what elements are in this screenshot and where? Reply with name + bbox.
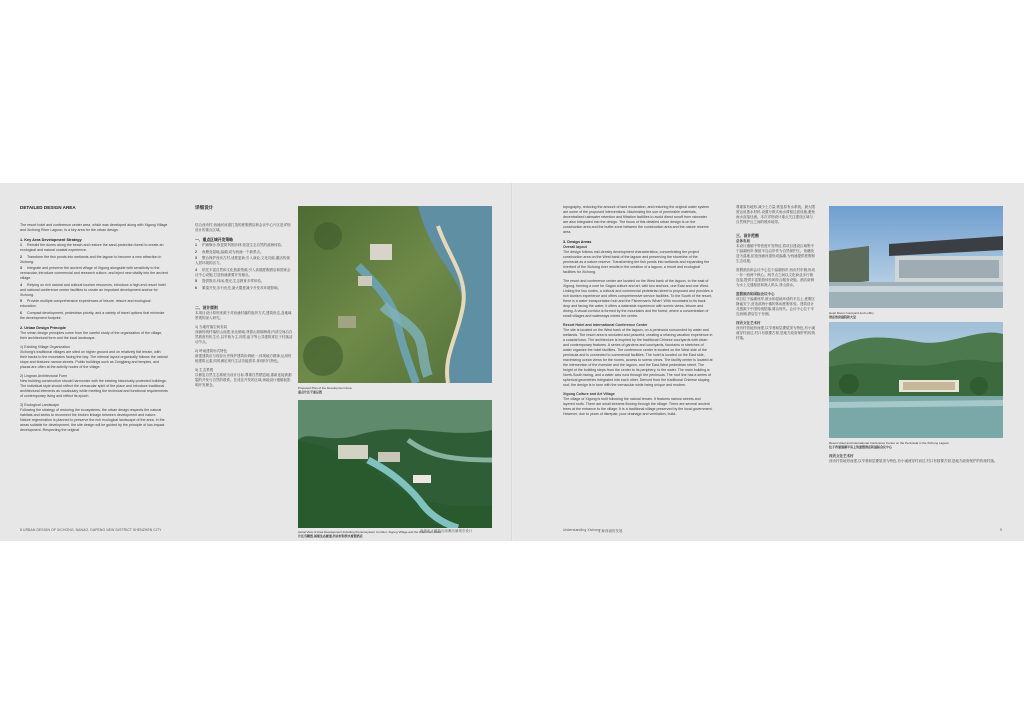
topo-text-en: topography, reducing the amount of land excavation, and restoring the original water system are some of the proposed interventions. Maximizing the use of permeable materials, decentralized rainwater retention and filtration facilities to avoid direct runoff from rainwater are also integrated into the design. The focus of this detailed urban design is on the construction area and the buffer zone between the construction area and the nature reserve area. bbox=[563, 205, 710, 234]
design-areas-heading-en: 3. Design Areas bbox=[563, 240, 592, 244]
principle-body3-en: Following the strategy of restoring the ecosystems, the urban design respects the natural habitats and seeks to reconnect the broken linkage between development and nature. Nature regeneration is planned to preserve the rich ecological landscape of the area. In the areas suitable for development, the site design will be guided by the principle of low-impact development. Respecting the original bbox=[20, 407, 165, 432]
topo-text-cn: 尊重原有地形,减少土方量,恢复原有水系统。最大限度运用透水材料,设置分散式雨水滞留过滤设施,避免雨水直接径流。本次详细设计重点关注建设区域与自然保护区之间的缓冲地带。 bbox=[736, 205, 815, 224]
strategy-heading-cn: 一、重点区域开发策略 bbox=[195, 238, 233, 242]
xigong-heading-cn: 西贡文化艺术村 bbox=[736, 321, 761, 325]
folio-left: 8 URBAN DESIGN OF XICHONG, NANAO, DAPENG NEW DISTRICT SHENZHEN CITY bbox=[20, 528, 162, 532]
left-col-en bbox=[20, 205, 168, 437]
list-item: 5 提供娱乐,休闲,观光,生态教育多样体验。 bbox=[195, 279, 265, 283]
hotel-courtyard-photo bbox=[829, 206, 1003, 308]
list-item: 2 鱼塘变湿地,潟湖,成为西涌一个新景点。 bbox=[195, 249, 264, 254]
intro-en: The resort hotel and conference center area, which was developed along with Xigong Village and Xichong River Lagoon, is a key area for the urban design. bbox=[20, 223, 168, 232]
section-title-en: DETAILED DESIGN AREA bbox=[20, 205, 76, 210]
master-plan-graphic bbox=[298, 206, 492, 383]
list-item: 4 Relying on rich natural and cultural tourism resources, introduce a high-end resort hotel and national conference center facilities to create an important development anchor for Xichong. bbox=[20, 282, 166, 297]
xigong-body-cn: 西贡村依地形而建,以窄巷和层叠屋顶为特色,有小溪流穿村而过,村口有数棵古树,是地方政府保护的传统村落。 bbox=[736, 326, 815, 340]
resort-body-en: The site is located on the West bank of the lagoon, on a peninsula surrounded by water and wetlands. The resort area is secluded and peaceful, creating a relaxing vacation experience in a coastal town. The architecture is inspired by the traditional Chinese courtyards with clean and contemporary features. A series of gardens and courtyards, fountains or stretches of water organize the hotel facilities. The conference center is located on the West side of the peninsula and is connected to commercial facilities. The hotel is located on the East side, maximizing ocean views for the rooms, access to scenic views. The facility center is located at the intersection of the riverside and the lagoon, and the East-West pedestrian street. The height of the building steps from the center to its periphery, to the water. The main building is North-South facing, and a water axis runs through the peninsula. The roof line has a series of spherical geometries integrated into each other. Derived from the traditional Chinese sloping roof, the design is in tune with the vernacular while being unique and modern. bbox=[563, 328, 713, 387]
list-item: 5 Provide multiple comprehensive experiences of leisure, leisure and ecological education. bbox=[20, 299, 151, 308]
resort-body-cn: 项目位于潟湖西岸,被水和湿地环绕的半岛上,度假区静谧安宁,营造滨海小镇的休闲度假体验。建筑设计灵感源于中国传统院落,简洁现代。会议中心位于半岛西侧,酒店位于东侧。 bbox=[736, 297, 815, 316]
list-item: 3 整合保护西贡古村,适度更新,引入商业,文化功能,激活传统人居环境的活力。 bbox=[195, 256, 290, 265]
right-col-cn-tail bbox=[829, 454, 1003, 468]
list-item: 6 Compact development, pedestrian priority, and a variety of travel options that minimize the development footprint. bbox=[20, 310, 165, 320]
folio-right-cn: 了解西涌的发展 bbox=[598, 529, 623, 533]
intro-cn: 结合西贡村,西涌河河道打造的度假酒店和会议中心片区是详细设计的重点区域。 bbox=[195, 223, 291, 232]
principle-heading-cn: 二、设计原则 bbox=[195, 305, 218, 310]
resort-heading-cn: 度假酒店和国际会议中心 bbox=[736, 292, 775, 296]
master-plan-map bbox=[298, 206, 492, 383]
principle-sub1-en: 1) Existing Village Organization bbox=[20, 344, 70, 349]
overall-layout-cn: 本设计遵循中等密度开发特征,将项目建设区域集中于潟湖西岸,保留半岛沿岸作为自然保护区。鱼塘改造为湿地,拓宽西涌河道形成潟湖,为西涌提供度假和生态设施。 bbox=[736, 244, 815, 263]
resort-peninsula-photo bbox=[829, 322, 1003, 438]
list-item: 3 Integrate and preserve the ancient village of Xigong alongside with sensitivity to the vernacular, introduce commercial and research culture, and inject new vitality into the ancient village. bbox=[20, 266, 168, 280]
xigong-heading-cn-tail: 西贡文化艺术村 bbox=[829, 454, 854, 458]
principle-sub2-cn: 2) 岭南建筑形式特色 bbox=[195, 348, 228, 353]
principle-body1-en: Xichong's traditional villages are sited on higher ground and on relatively flat terrain, with their backs to the mountains facing the bay. The internal layout organically follows the natural slope and features narrow streets. Public buildings such as Zongjiang and temples, and plazas are often at the activity nodes of the village. bbox=[20, 349, 168, 369]
photo2-caption: Resort Hotel and International Conference Center on the Peninsula in the Xichong Lagoon 位于西涌潟湖半岛上的度假酒店和国际会议中心 bbox=[829, 441, 949, 449]
right-col-cn bbox=[736, 205, 816, 345]
principle-sub2-en: 2) Lingnan Architectural Form bbox=[20, 373, 68, 378]
xigong-heading-en: Xigong Culture and Art Village bbox=[563, 392, 615, 396]
aerial-graphic bbox=[298, 400, 492, 528]
page-gutter bbox=[511, 183, 513, 541]
principle-sub1-cn: 1) 当地村落空间布局 bbox=[195, 324, 228, 329]
principle-body3-cn: 以修复自然生态系统为设计目标,尊重自然栖息地,重新连接被割裂的开发与自然的联系。在适宜开发的区域,场地设计遵循低影响开发理念。 bbox=[195, 372, 292, 387]
principle-body1-cn: 西涌传统村落依山而建,坐北朝南,背靠山面朝海湾,内部空间沿自然坡度有机生长,以窄巷为主,祠堂,庙宇等公共建筑常位于村落活动节点。 bbox=[195, 329, 293, 344]
folio-right-num: 9 bbox=[1000, 528, 1002, 532]
strategy-list-cn bbox=[195, 243, 293, 291]
courtyard-graphic bbox=[829, 206, 1003, 308]
resort-heading-en: Resort Hotel and International Conference Center bbox=[563, 323, 648, 327]
principle-intro-cn: 本项目设计原则来源于对西涌村落的组织方式,建筑形态,及地域景观的深入研究。 bbox=[195, 310, 292, 320]
folio-left-cn: 深圳市大鹏新区南澳西涌城市设计 bbox=[420, 529, 473, 533]
right-col-en bbox=[563, 205, 713, 421]
list-item: 1 Rebuild the dunes along the beach and restore the sand-protection forest to create an ecological and natural coastal experience. bbox=[20, 243, 164, 252]
strategy-list-en bbox=[20, 243, 168, 321]
principle-sub3-en: 3) Ecological Landscape bbox=[20, 402, 60, 407]
principle-intro-en: The urban design principles come from the careful study of the organization of the village, their architectural form and the local landscape. bbox=[20, 330, 163, 340]
left-col-cn bbox=[195, 205, 293, 392]
xigong-body-cn-tail: 西贡村依地形而建,以窄巷和层叠屋顶为特色,有小溪流穿村而过,村口有数棵古树,是地方政府保护的传统村落。 bbox=[829, 459, 998, 463]
section-title-cn: 详细设计 bbox=[195, 205, 214, 210]
aerial-render bbox=[298, 400, 492, 528]
strategy-heading-en: 1. Key Area Development Strategy bbox=[20, 238, 82, 242]
principle-heading-en: 2. Urban Design Principle bbox=[20, 325, 66, 330]
overall-layout-heading-cn: 总体布局 bbox=[736, 239, 750, 243]
folio-right-en: Understanding Xichong bbox=[563, 528, 601, 532]
overall-layout-en: The design follows mid-density development characteristics, concentrating the project construction area on the West bank of the lagoon and preserving the shoreline of the peninsula as a nature reserve. Transforming the fish ponds into wetlands and expanding the riverbed of the Xichong river results in the creation of a lagoon, a resort and ecological facilities for Xichong. bbox=[563, 250, 710, 274]
list-item: 6 紧凑开发,步行优先,最大限度减少开发对环境影响。 bbox=[195, 285, 281, 290]
design-areas-heading-cn: 三、设计范围 bbox=[736, 234, 759, 238]
overall-layout-heading-en: Overall layout bbox=[563, 245, 587, 249]
overall-layout2-cn: 度假酒店和会议中心位于潟湖西岸,西贡村东侧,形成一东一西两个核心。两节点之间以文化商业步行街连接,提供丰富旅游体验和综合服务设施。酒店南侧为水上交通枢纽和渔人码头,背山面水。 bbox=[736, 268, 815, 287]
principle-sub3-cn: 3) 生态景观 bbox=[195, 367, 214, 372]
map-caption: Proposed Plan of the Development Area 重点片区平面总图 bbox=[298, 386, 352, 394]
list-item: 1 护滩修沙,恢复防风固沙林,营造生态自然的滨海体验。 bbox=[195, 243, 285, 247]
photo1-caption: Hotel Room Courtyard and Lobby 酒店客房庭院和大堂 bbox=[829, 311, 874, 319]
overall-layout2-en: The resort and conference center are located on the West bank of the lagoon, to the east of Xigong, forming a core for Sagan culture and art, with two anchors, one East and one West. Linking the two nodes, a cultural and commercial pedestrian street is proposed and provides a rich tourism experience and offers comprehensive service facilities. To the South of the resort, there is a water transportation hub and the Fisherman's Wharf. With mountains to its back drop and facing the water, it offers a waterside experience with scenic views, leisure and dining. A visual corridor is formed by the mountains and the forest, where a concentration of small villages and waterways meets the centre. bbox=[563, 279, 713, 318]
xigong-body-en: The village of Xigong is built following the natural terrain. It features narrow streets and layered roofs. There are small streams flowing through the village. There are several ancient trees at the entrance to the village. It is a traditional village preserved by the local government. However, due to years of disrepair, poor drainage and ventilation, build- bbox=[563, 397, 713, 416]
principle-body2-en: New building construction should harmonize with the existing historically protected buildings. The individual style should reflect the vernacular spirit of the place and introduce traditional architectural elements as vocabulary while meeting the technical and functional requirements of contemporary living and reflect its epoch. bbox=[20, 378, 168, 398]
principle-body2-cn: 新建建筑应与现存历史保护建筑协调统一,体现地方精神,运用传统建筑元素,同时满足现代生活功能需求,体现时代特色。 bbox=[195, 353, 292, 363]
aerial-caption: Aerial View of Area Development Including the Ecosystem Corridor, Xigong Village and the Waterfront Hotel 片区鸟瞰图,展现生态廊道,西贡村和滨水度假酒店 bbox=[298, 530, 441, 538]
list-item: 4 依托丰富自然和文化旅游资源,引入高端度假酒店和国家会议中心设施,打造西涌重要开发锚点。 bbox=[195, 267, 291, 277]
peninsula-graphic bbox=[829, 322, 1003, 438]
list-item: 2 Transform the fish ponds into wetlands and the lagoon to become a new attraction in Xichong. bbox=[20, 254, 162, 264]
